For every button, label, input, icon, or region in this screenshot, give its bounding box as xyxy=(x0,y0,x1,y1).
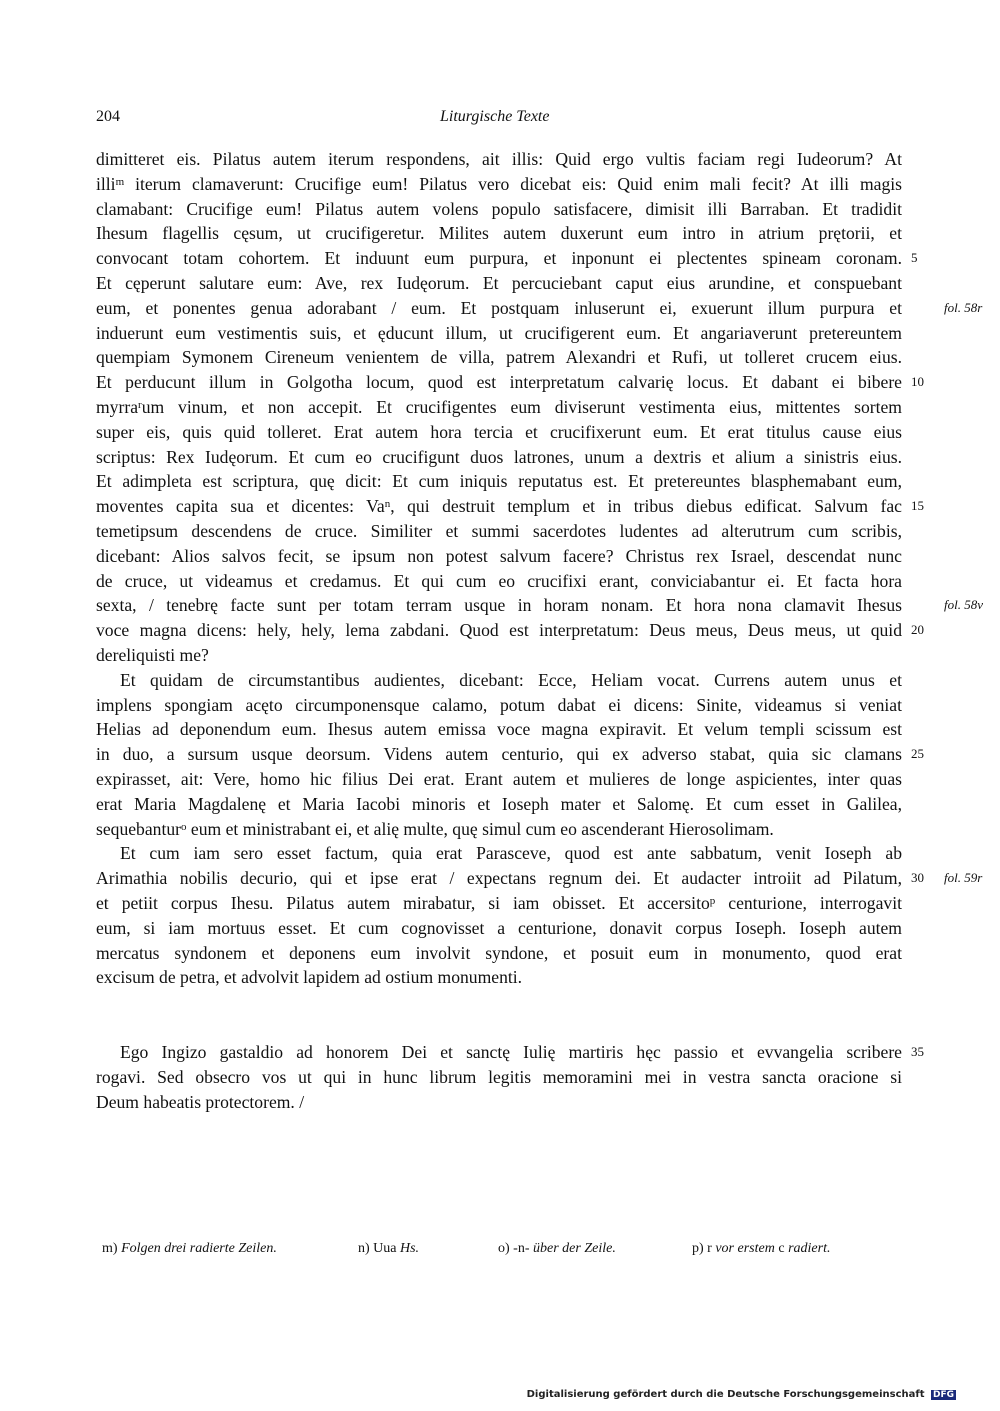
text-line xyxy=(96,469,902,494)
line-number: 30 xyxy=(911,870,924,886)
line-text-part: Helias ad deponendum eum. Ihesus autem emissa voce magna expiravit. Et velum templi scissum est xyxy=(96,719,902,740)
line-text xyxy=(96,370,902,395)
line-text-part: um vinum, et non accepit. Et crucifigentes eum diviserunt vestimenta eius, mittentes sortem xyxy=(141,396,902,417)
footnote-reference: r xyxy=(138,398,142,411)
line-text xyxy=(96,271,902,296)
line-text xyxy=(96,618,902,643)
line-number: 35 xyxy=(911,1044,924,1059)
folio-marker: fol. 58v xyxy=(944,597,983,613)
line-text xyxy=(96,941,902,966)
line-number: 25 xyxy=(911,746,924,762)
line-text xyxy=(96,445,902,470)
line-text-part: clamabant: Crucifige eum! Pilatus autem volens populo satisfacere, dimisit illi Barraban. Et tradidit xyxy=(96,198,902,219)
text-line xyxy=(96,147,902,172)
line-text xyxy=(96,1090,902,1115)
line-text-part: rogavi. Sed obsecro vos ut qui in hunc librum legitis memoramini mei in vestra sancta oracione si xyxy=(96,1066,902,1087)
page-number: 204 xyxy=(96,108,120,125)
line-text xyxy=(96,469,902,494)
colophon-text-block xyxy=(96,1040,924,1114)
line-text-part: erat Maria Magdalenę et Maria Iacobi minoris et Ioseph mater et Salomę. Et cum esset in Galilea, xyxy=(96,793,902,814)
text-line xyxy=(96,321,902,346)
footnote-reference: m xyxy=(115,175,125,188)
line-text-part: Ego Ingizo gastaldio ad honorem Dei et sanctę Iulię martiris hęc passio et evvangelia scribere xyxy=(120,1042,902,1062)
text-line xyxy=(96,420,902,445)
text-line xyxy=(96,172,902,197)
line-text xyxy=(96,172,902,197)
line-text-part: Deum habeatis protectorem. / xyxy=(96,1091,305,1112)
line-text-part: temetipsum descendens de cruce. Similiter et summi sacerdotes ludentes ad alterutrum cum scribis, xyxy=(96,520,902,541)
line-text-part: moventes capita sua et dicentes: Va xyxy=(96,496,385,517)
footnote-reference: p xyxy=(709,894,716,907)
line-text-part: et petiit corpus Ihesu. Pilatus autem mirabatur, si iam obisset. Et accersito xyxy=(96,892,710,913)
text-line xyxy=(96,618,924,643)
line-text xyxy=(96,420,902,445)
footnote xyxy=(498,1241,616,1257)
footnote xyxy=(102,1241,277,1257)
text-line xyxy=(96,197,902,222)
text-line xyxy=(96,841,902,866)
footnote-reference: n xyxy=(384,498,391,511)
line-text-part: in duo, a sursum usque deorsum. Videns autem centurio, qui ex adverso stabat, quia sic clamans xyxy=(96,744,902,765)
line-number: 15 xyxy=(911,498,924,514)
line-text-part: iterum clamaverunt: Crucifige eum! Pilatus vero dicebat eis: Quid enim mali fecit? At illi magis xyxy=(124,173,902,194)
line-number: 5 xyxy=(911,250,918,266)
text-line xyxy=(96,1065,902,1090)
line-text xyxy=(96,345,902,370)
line-text-part: centurione, interrogavit xyxy=(715,892,902,913)
line-text xyxy=(96,891,902,916)
line-text xyxy=(96,246,902,271)
line-text-part: sequebantur xyxy=(96,818,182,839)
footnote-marker: n) xyxy=(358,1241,370,1256)
line-text xyxy=(96,569,902,594)
line-text-part: induerunt eum vestimentis suis, et ęducunt illum, ut crucifigerent eum. Et angariaverunt pretereuntem xyxy=(96,322,902,343)
line-text xyxy=(96,717,902,742)
line-text-part: , qui destruit templum et in tribus diebus edificat. Salvum fac xyxy=(390,496,902,517)
text-line xyxy=(96,544,902,569)
line-text-part: Et adimpleta est scriptura, quę dicit: Et cum iniquis reputatus est. Et pretereuntes blasphemabant eum, xyxy=(96,471,902,492)
text-line xyxy=(96,767,902,792)
text-line xyxy=(96,916,902,941)
line-text xyxy=(96,494,902,519)
line-text-part: Et quidam de circumstantibus audientes, dicebant: Ecce, Heliam vocat. Currens autem unus et xyxy=(120,669,902,690)
line-text xyxy=(96,197,902,222)
line-text-part: dereliquisti me? xyxy=(96,644,209,665)
text-line xyxy=(96,866,983,891)
line-text xyxy=(96,693,902,718)
footnote-note: vor erstem xyxy=(715,1241,775,1256)
line-text xyxy=(96,519,902,544)
line-text xyxy=(96,965,902,990)
line-text xyxy=(96,1065,902,1090)
line-text-part: expirasset, ait: Vere, homo hic filius Dei erat. Erant autem et mulieres de longe aspicientes, inter quas xyxy=(96,768,902,789)
line-text xyxy=(96,296,902,321)
text-line xyxy=(96,370,924,395)
line-text xyxy=(96,321,902,346)
text-line xyxy=(96,965,902,990)
footnote-marker: p) xyxy=(692,1241,704,1256)
line-text-part: scriptus: Rex Iudęorum. Et cum eo crucifigunt duos latrones, unum a dextris et alium a sinistris eius. xyxy=(96,446,902,467)
line-text xyxy=(96,395,902,420)
line-text xyxy=(96,668,902,693)
line-text-part: quempiam Symonem Cireneum venientem de villa, patrem Alexandri et Rufi, ut tolleret crucem eius. xyxy=(96,347,902,368)
footnote xyxy=(692,1241,830,1257)
line-text xyxy=(96,593,902,618)
line-text-part: voce magna dicens: hely, hely, lema zabdani. Quod est interpretatum: Deus meus, Deus meus, ut quid xyxy=(96,620,902,641)
line-text xyxy=(96,792,902,817)
footnote-note: Folgen drei radierte Zeilen. xyxy=(121,1241,277,1256)
line-text-part: mercatus syndonem et deponens eum involvit syndone, et posuit eum in monumento, quod erat xyxy=(96,942,902,963)
text-line xyxy=(96,693,902,718)
text-line xyxy=(96,221,902,246)
text-line xyxy=(96,891,902,916)
line-text xyxy=(96,544,902,569)
line-text-part: Et perducunt illum in Golgotha locum, quod est interpretatum calvarię locus. Et dabant ei bibere xyxy=(96,372,902,393)
text-line xyxy=(96,345,902,370)
footnote xyxy=(358,1241,419,1257)
text-line xyxy=(96,246,918,271)
footnote-note: Hs. xyxy=(400,1241,420,1256)
line-number: 10 xyxy=(911,374,924,390)
footnote-rest: -n- xyxy=(513,1241,530,1256)
text-line xyxy=(96,296,983,321)
text-line xyxy=(96,1040,924,1065)
line-text-part: eum, et ponentes genua adorabant / eum. Et postquam inluserunt ei, exuerunt illum purpura et xyxy=(96,297,902,318)
text-line xyxy=(96,494,924,519)
text-line xyxy=(96,593,983,618)
text-line xyxy=(96,445,902,470)
line-text xyxy=(96,767,902,792)
line-text-part: eum, si iam mortuus esset. Et cum cognovisset a centurione, donavit corpus Ioseph. Ioseph autem xyxy=(96,917,902,938)
digitization-credit xyxy=(527,1389,956,1400)
footnote-rest2: c xyxy=(778,1241,785,1256)
text-line xyxy=(96,569,902,594)
line-text-part: super eis, quis quid tolleret. Erat autem hora tercia et crucifixerunt eum. Et erat titulus cause eius xyxy=(96,421,902,442)
line-text-part: excisum de petra, et advolvit lapidem ad ostium monumenti. xyxy=(96,967,523,988)
running-title: Liturgische Texte xyxy=(440,108,550,125)
line-text-part: convocant totam cohortem. Et induunt eum purpura, et inponunt ei plectentes spineam coronam. xyxy=(96,248,902,269)
line-text-part: myrra xyxy=(96,396,139,417)
line-text xyxy=(96,817,902,842)
line-text-part: dimitteret eis. Pilatus autem iterum respondens, ait illis: Quid ergo vultis faciam regi Iudeorum? At xyxy=(96,149,902,169)
line-text xyxy=(96,841,902,866)
line-text xyxy=(96,643,902,668)
text-line xyxy=(96,941,902,966)
footnote-note: über der Zeile. xyxy=(533,1241,616,1256)
line-text-part: Ihesum flagellis cęsum, ut crucifigeretur. Milites autem duxerunt eum intro in atrium prętorii, et xyxy=(96,223,902,244)
text-line xyxy=(96,817,902,842)
line-text xyxy=(96,221,902,246)
folio-marker: fol. 59r xyxy=(944,870,983,886)
text-line xyxy=(96,519,902,544)
text-line xyxy=(96,742,924,767)
footnote-note2: radiert. xyxy=(788,1241,831,1256)
text-line xyxy=(96,668,902,693)
line-text xyxy=(96,916,902,941)
line-text xyxy=(96,866,902,891)
line-text xyxy=(96,742,902,767)
line-text-part: eum et ministrabant ei, et alię multe, quę simul cum eo ascenderant Hierosolimam. xyxy=(186,818,774,839)
footnote-rest: r xyxy=(707,1241,712,1256)
line-text-part: de cruce, ut videamus et credamus. Et qui cum eo crucifixi erant, conviciabantur ei. Et facta hora xyxy=(96,570,902,591)
line-text-part: implens spongiam acęto circumponensque calamo, potum dabat ei dicens: Sinite, videamus si veniat xyxy=(96,694,902,715)
credit-text: Digitalisierung gefördert durch die Deutsche Forschungsgemeinschaft xyxy=(526,1389,925,1400)
line-text-part: illi xyxy=(96,173,116,194)
line-text-part: Et cęperunt salutare eum: Ave, rex Iudęorum. Et percuciebant caput eius arundine, et conspuebant xyxy=(96,272,902,293)
text-line xyxy=(96,792,902,817)
footnote-marker: o) xyxy=(498,1241,510,1256)
line-number: 20 xyxy=(911,622,924,638)
main-text-block xyxy=(96,147,983,990)
text-line xyxy=(96,717,902,742)
line-text-part: Arimathia nobilis decurio, qui et ipse erat / expectans regnum dei. Et audacter introiit ad Pilatum, xyxy=(96,868,902,889)
footnote-reference: o xyxy=(181,820,187,833)
line-text-part: dicebant: Alios salvos fecit, se ipsum non potest salvum facere? Christus rex Israel, descendat nunc xyxy=(96,545,902,566)
footnote-rest: Uua xyxy=(373,1241,397,1256)
text-line xyxy=(96,271,902,296)
text-line xyxy=(96,1090,902,1115)
line-text xyxy=(96,147,902,172)
footnote-marker: m) xyxy=(102,1241,118,1256)
line-text xyxy=(96,1040,902,1065)
line-text-part: sexta, / tenebrę facte sunt per totam terram usque in horam nonam. Et hora nona clamavit Ihesus xyxy=(96,595,902,616)
line-text-part: Et cum iam sero esset factum, quia erat Parasceve, quod est ante sabbatum, venit Ioseph ab xyxy=(120,843,902,864)
text-line xyxy=(96,395,902,420)
dfg-logo: DFG xyxy=(932,1390,954,1400)
footnotes xyxy=(102,1241,922,1261)
folio-marker: fol. 58r xyxy=(944,299,983,315)
text-line xyxy=(96,643,902,668)
